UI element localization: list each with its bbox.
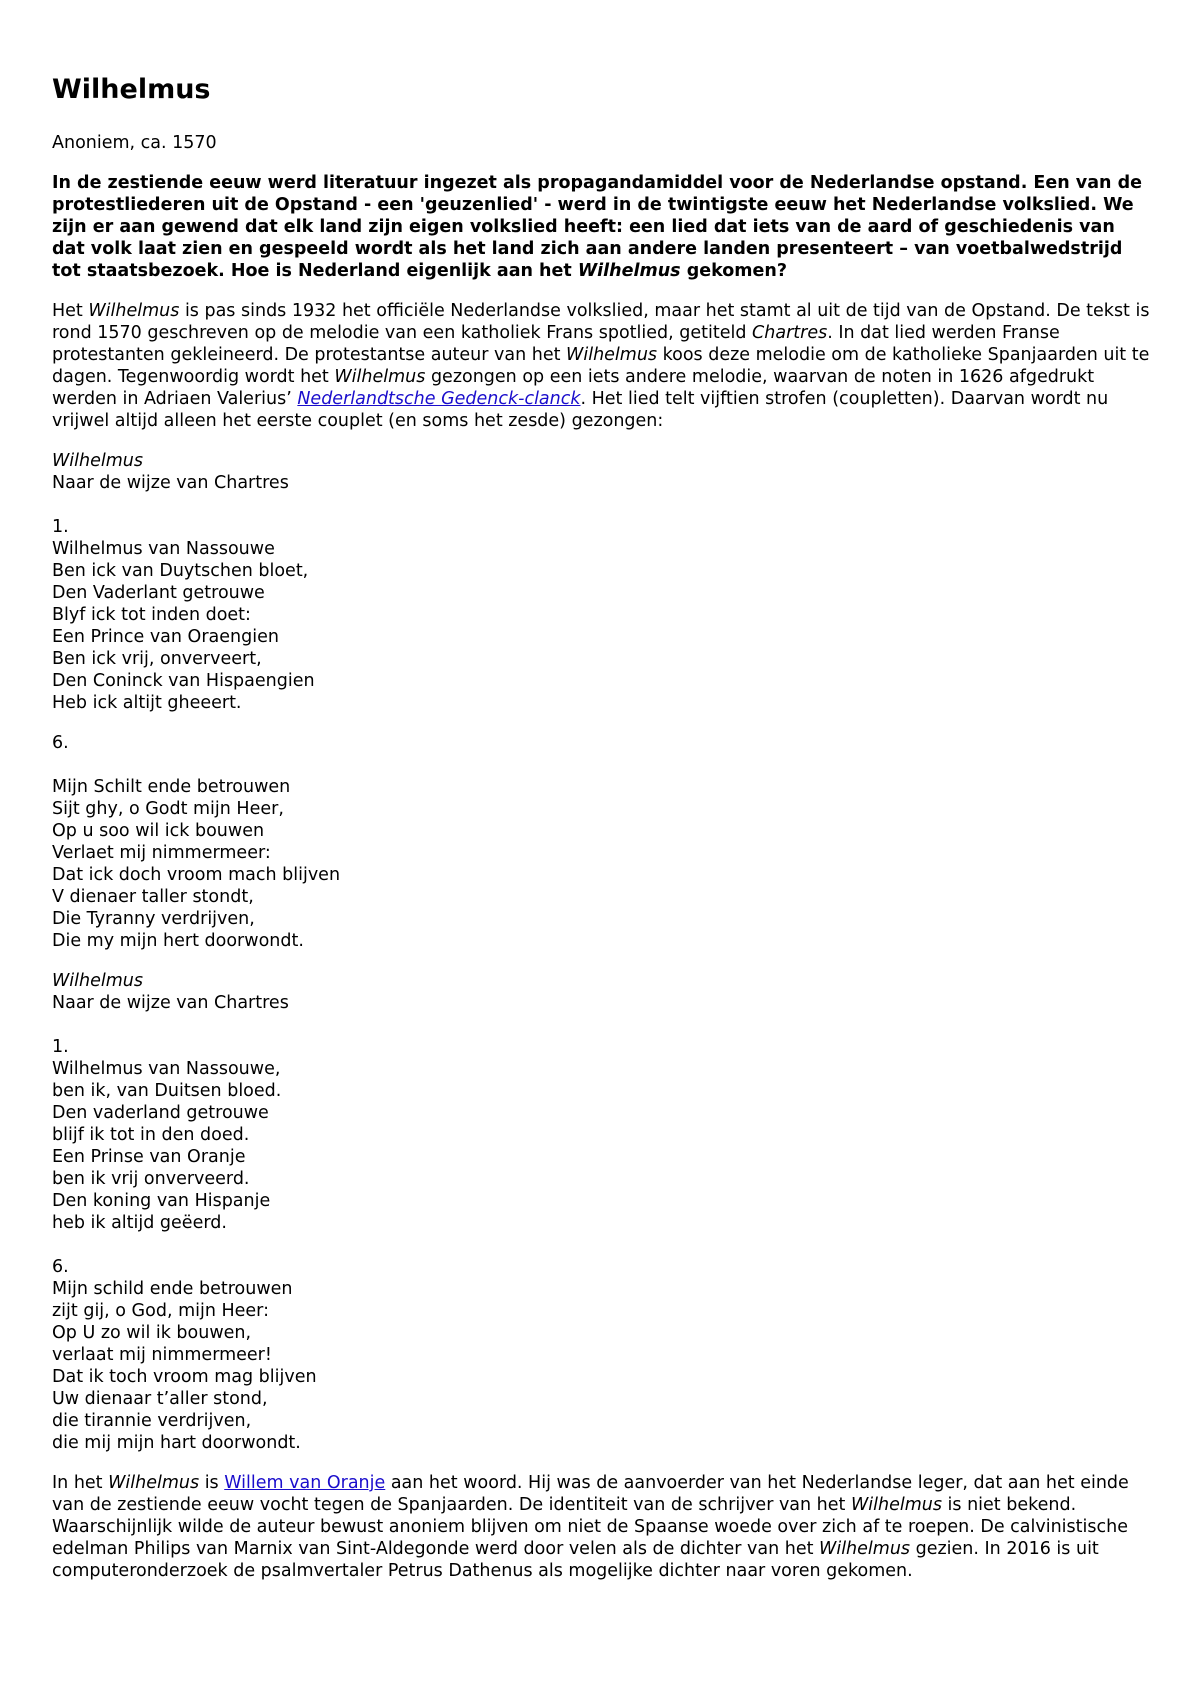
verse-line: Mijn schild ende betrouwen bbox=[52, 1279, 293, 1299]
italic-title: Wilhelmus bbox=[566, 345, 658, 365]
text: aan het woord. Hij was de aanvoerder van het Nederlandse leger, dat aan het einde van de zestiende eeuw vocht tegen de Spanjaarden. De identiteit van de schrijver van het bbox=[52, 1473, 1129, 1515]
verse-line: Verlaet mij nimmermeer: bbox=[52, 843, 271, 863]
page-title: Wilhelmus bbox=[52, 74, 211, 105]
verse-line: verlaat mij nimmermeer! bbox=[52, 1345, 272, 1365]
stanza-number: 6. bbox=[52, 1257, 69, 1277]
verse-line: Den koning van Hispanje bbox=[52, 1191, 271, 1211]
stanza-number: 1. bbox=[52, 1037, 69, 1057]
verse-line: Mijn Schilt ende betrouwen bbox=[52, 777, 291, 797]
willem-van-oranje-link[interactable]: Willem van Oranje bbox=[224, 1473, 386, 1493]
verse-line: blijf ik tot in den doed. bbox=[52, 1125, 250, 1145]
verse-line: V dienaer taller stondt, bbox=[52, 887, 254, 907]
text: . Het lied telt vijftien strofen (coupletten). Daarvan wordt nu vrijwel altijd alleen het eerste couplet (en soms het zesde) gezongen: bbox=[52, 389, 1109, 431]
italic-title: Wilhelmus bbox=[334, 367, 426, 387]
stanza-number: 6. bbox=[52, 733, 69, 753]
verse-line: Wilhelmus van Nassouwe, bbox=[52, 1059, 281, 1079]
verse-line: Den Coninck van Hispaengien bbox=[52, 671, 315, 691]
italic-title: Wilhelmus bbox=[108, 1473, 200, 1493]
italic-title: Wilhelmus bbox=[88, 301, 180, 321]
song-subheading: Naar de wijze van Chartres bbox=[52, 993, 289, 1013]
song-subheading: Naar de wijze van Chartres bbox=[52, 473, 289, 493]
text: koos deze melodie om de katholieke Spanjaarden uit te dagen. Tegenwoordig wordt het bbox=[52, 345, 1150, 387]
verse-line: Sijt ghy, o Godt mijn Heer, bbox=[52, 799, 284, 819]
text: In het bbox=[52, 1473, 109, 1493]
text: gezongen op een iets andere melodie, waarvan de noten in 1626 afgedrukt werden in Adriaen Valerius’ bbox=[52, 367, 1095, 409]
song-heading: Wilhelmus bbox=[52, 971, 144, 991]
intro-italic: Wilhelmus bbox=[577, 261, 681, 281]
text: is pas sinds 1932 het officiële Nederlandse volkslied, maar het stamt al uit de tijd van de Opstand. De tekst is rond 1570 geschreven op de melodie van een katholiek Frans spotlied, getiteld bbox=[52, 301, 1150, 343]
verse-line: heb ik altijd geëerd. bbox=[52, 1213, 227, 1233]
new-version-song bbox=[52, 970, 1152, 1454]
verse-line: Heb ick altijt gheeert. bbox=[52, 693, 242, 713]
italic-title: Wilhelmus bbox=[819, 1539, 911, 1559]
stanza bbox=[52, 538, 1152, 714]
verse-line: Ben ick vrij, onverveert, bbox=[52, 649, 262, 669]
italic-title: Wilhelmus bbox=[850, 1495, 942, 1515]
verse-line: Die Tyranny verdrijven, bbox=[52, 909, 255, 929]
verse-line: Dat ik toch vroom mag blijven bbox=[52, 1367, 317, 1387]
stanza bbox=[52, 1278, 1152, 1454]
italic-title: Chartres bbox=[752, 323, 828, 343]
verse-line: zijt gij, o God, mijn Heer: bbox=[52, 1301, 269, 1321]
old-version-stanza-6 bbox=[52, 732, 1152, 952]
verse-line: Een Prince van Oraengien bbox=[52, 627, 279, 647]
verse-line: die mij mijn hart doorwondt. bbox=[52, 1433, 301, 1453]
stanza bbox=[52, 776, 1152, 952]
verse-line: Op U zo wil ik bouwen, bbox=[52, 1323, 252, 1343]
verse-line: ben ik vrij onverveerd. bbox=[52, 1169, 250, 1189]
intro-paragraph bbox=[52, 172, 1152, 282]
verse-line: Dat ick doch vroom mach blijven bbox=[52, 865, 341, 885]
gedenck-clanck-link[interactable]: Nederlandtsche Gedenck-clanck bbox=[297, 389, 581, 409]
stanza-number: 1. bbox=[52, 517, 69, 537]
old-version-song bbox=[52, 450, 1152, 714]
verse-line: Wilhelmus van Nassouwe bbox=[52, 539, 275, 559]
verse-line: die tirannie verdrijven, bbox=[52, 1411, 252, 1431]
author-line: Anoniem, ca. 1570 bbox=[52, 133, 217, 153]
verse-line: ben ik, van Duitsen bloed. bbox=[52, 1081, 282, 1101]
intro-text: In de zestiende eeuw werd literatuur ingezet als propagandamiddel voor de Nederlandse opstand. Een van de protestliederen uit de Opstand - een 'geuzenlied' - werd in de twintigste eeuw het Nederlandse volkslied. We zijn er aan gewend dat elk land zijn eigen volkslied heeft: een lied dat iets van de aard of geschiedenis van dat volk laat zien en gespeeld wordt als het land zich aan andere landen presenteert – van voetbalwedstrijd tot staatsbezoek. Hoe is Nederland eigenlijk aan het bbox=[52, 173, 1142, 281]
verse-line: Die my mijn hert doorwondt. bbox=[52, 931, 304, 951]
verse-line: Blyf ick tot inden doet: bbox=[52, 605, 251, 625]
text: is niet bekend. Waarschijnlijk wilde de auteur bewust anoniem blijven om niet de Spaanse woede over zich af te roepen. De calvinistische edelman Philips van Marnix van Sint-Aldegonde werd door velen als de dichter van het bbox=[52, 1495, 1128, 1559]
song-heading: Wilhelmus bbox=[52, 451, 144, 471]
text: gezien. In 2016 is uit computeronderzoek de psalmvertaler Petrus Dathenus als mogelijke dichter naar voren gekomen. bbox=[52, 1539, 1099, 1581]
text: is bbox=[199, 1473, 225, 1493]
verse-line: Den Vaderlant getrouwe bbox=[52, 583, 265, 603]
verse-line: Ben ick van Duytschen bloet, bbox=[52, 561, 309, 581]
body-paragraph-2 bbox=[52, 1472, 1152, 1582]
stanza bbox=[52, 1058, 1152, 1234]
verse-line: Op u soo wil ick bouwen bbox=[52, 821, 265, 841]
intro-text-end: gekomen? bbox=[680, 261, 788, 281]
body-paragraph-1 bbox=[52, 300, 1152, 432]
verse-line: Uw dienaar t’aller stond, bbox=[52, 1389, 268, 1409]
text: Het bbox=[52, 301, 89, 321]
verse-line: Een Prinse van Oranje bbox=[52, 1147, 246, 1167]
text: . In dat lied werden Franse protestanten gekleineerd. De protestantse auteur van het bbox=[52, 323, 1060, 365]
verse-line: Den vaderland getrouwe bbox=[52, 1103, 269, 1123]
